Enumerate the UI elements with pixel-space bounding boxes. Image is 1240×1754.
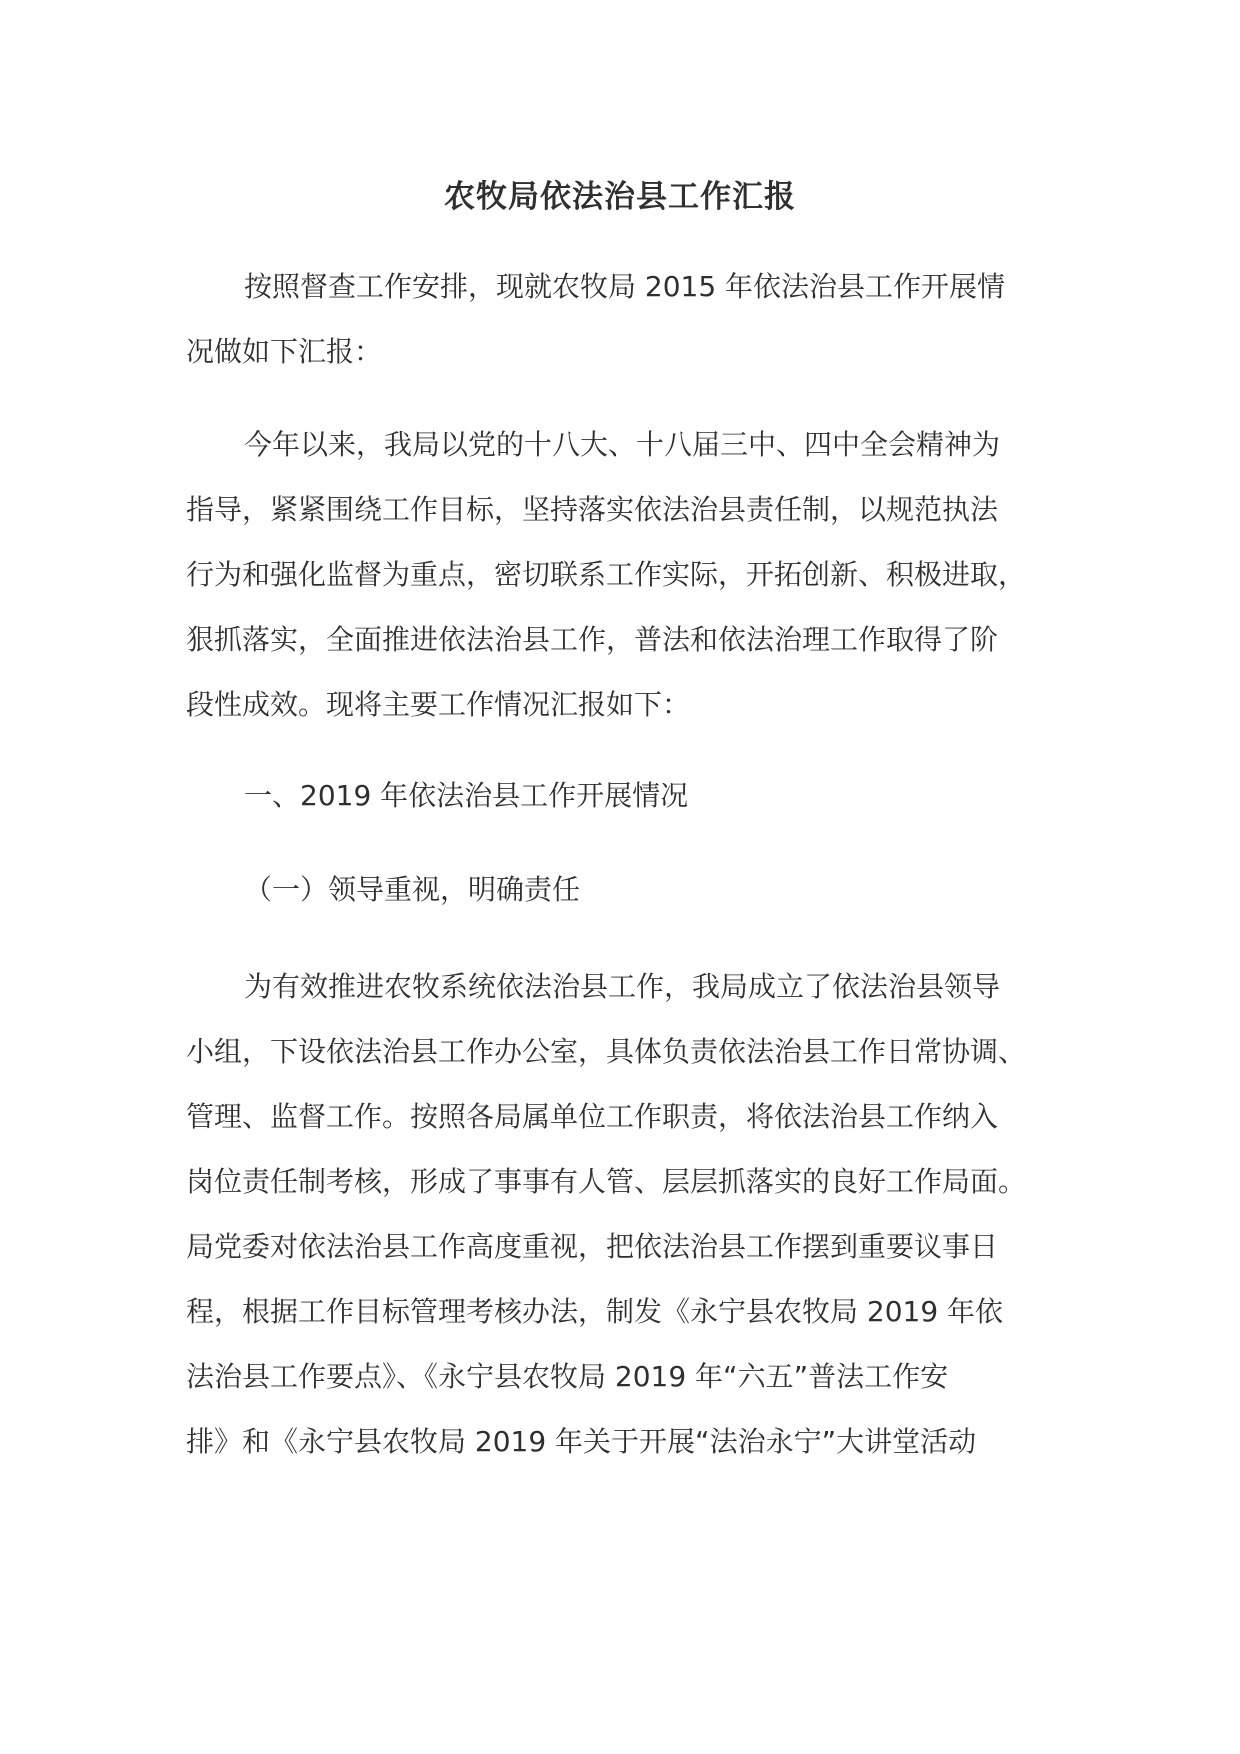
paragraph-line: 法治县工作要点》、《永宁县农牧局 2019 年“六五”普法工作安 xyxy=(186,1360,949,1393)
paragraph-line: 狠抓落实，全面推进依法治县工作，普法和依法治理工作取得了阶 xyxy=(186,623,999,656)
paragraph-line: 行为和强化监督为重点，密切联系工作实际，开拓创新、积极进取， xyxy=(186,558,1027,591)
paragraph-overview xyxy=(186,412,1054,737)
subsection-heading xyxy=(186,857,1054,922)
paragraph-line: 指导，紧紧围绕工作目标，坚持落实依法治县责任制，以规范执法 xyxy=(186,493,999,526)
subsection-heading-text: （一）领导重视，明确责任 xyxy=(244,873,581,906)
paragraph-line: 按照督查工作安排，现就农牧局 2015 年依法治县工作开展情 xyxy=(244,270,1006,303)
paragraph-line: 小组，下设依法治县工作办公室，具体负责依法治县工作日常协调、 xyxy=(186,1035,1027,1068)
paragraph-line: 岗位责任制考核，形成了事事有人管、层层抓落实的良好工作局面。 xyxy=(186,1165,1027,1198)
paragraph-line: 程，根据工作目标管理考核办法，制发《永宁县农牧局 2019 年依 xyxy=(186,1295,1004,1328)
document-title: 农牧局依法治县工作汇报 xyxy=(444,179,796,215)
section-heading xyxy=(186,763,1054,828)
paragraph-leadership xyxy=(186,954,1054,1474)
paragraph-line: 况做如下汇报： xyxy=(186,335,383,368)
paragraph-line: 为有效推进农牧系统依法治县工作，我局成立了依法治县领导 xyxy=(244,970,1001,1003)
paragraph-intro xyxy=(186,254,1054,384)
paragraph-line: 局党委对依法治县工作高度重视，把依法治县工作摆到重要议事日 xyxy=(186,1230,999,1263)
paragraph-line: 排》和《永宁县农牧局 2019 年关于开展“法治永宁”大讲堂活动 xyxy=(186,1425,977,1458)
paragraph-line: 今年以来，我局以党的十八大、十八届三中、四中全会精神为 xyxy=(244,428,1001,461)
section-heading-text: 一、2019 年依法治县工作开展情况 xyxy=(244,779,689,812)
paragraph-line: 管理、监督工作。按照各局属单位工作职责，将依法治县工作纳入 xyxy=(186,1100,999,1133)
paragraph-line: 段性成效。现将主要工作情况汇报如下： xyxy=(186,688,691,721)
